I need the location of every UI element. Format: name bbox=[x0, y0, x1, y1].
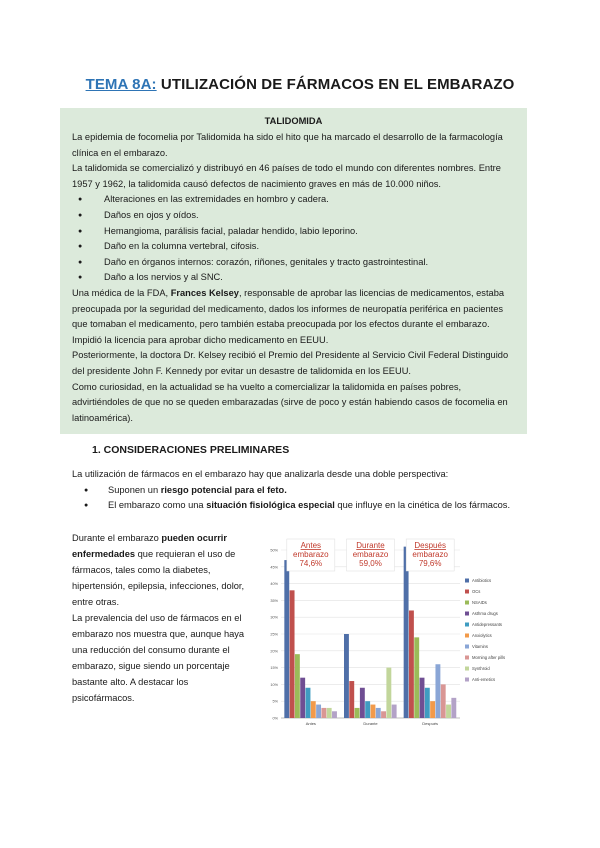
bar bbox=[332, 711, 337, 718]
text-bold: situación fisiológica especial bbox=[206, 500, 335, 510]
y-tick-label: 15% bbox=[270, 666, 278, 671]
bar bbox=[316, 705, 321, 718]
bar bbox=[392, 705, 397, 718]
intro bbox=[72, 467, 532, 514]
legend-label: Vitamins bbox=[472, 644, 488, 649]
left-paragraph-1 bbox=[72, 530, 247, 610]
callout-label: embarazo bbox=[352, 550, 389, 559]
y-tick-label: 50% bbox=[270, 548, 278, 553]
callout-label: Después bbox=[414, 541, 446, 550]
box-bullets bbox=[72, 192, 515, 286]
x-tick-label: Después bbox=[422, 721, 439, 726]
legend-swatch bbox=[465, 645, 469, 649]
drug-use-chart bbox=[255, 538, 525, 740]
legend-label: Anti-emetics bbox=[472, 677, 496, 682]
list-item: ● Daño en órganos internos: corazón, riñones, genitales y tracto gastrointestinal. bbox=[104, 255, 515, 271]
page-title bbox=[0, 76, 600, 93]
y-tick-label: 30% bbox=[270, 615, 278, 620]
legend-swatch bbox=[465, 612, 469, 616]
legend-swatch bbox=[465, 601, 469, 605]
y-tick-label: 35% bbox=[270, 598, 278, 603]
title-rest: UTILIZACIÓN DE FÁRMACOS EN EL EMBARAZO bbox=[156, 76, 515, 93]
bar bbox=[321, 708, 326, 718]
kelsey-name: Frances Kelsey bbox=[170, 287, 239, 298]
talidomida-box bbox=[60, 108, 527, 434]
list-item: ● Hemangioma, parálisis facial, paladar hendido, labio leporino. bbox=[104, 224, 515, 240]
bar bbox=[451, 698, 456, 718]
callout-label: Antes bbox=[300, 541, 322, 550]
text-bold: pueden ocurrir enfermedades bbox=[72, 533, 228, 559]
list-item: ● Daño en la columna vertebral, cifosis. bbox=[104, 239, 515, 255]
bar bbox=[306, 688, 311, 718]
x-tick-label: Durante bbox=[363, 721, 378, 726]
y-tick-label: 0% bbox=[272, 716, 278, 721]
bar bbox=[446, 705, 451, 718]
callout-value: 74,6% bbox=[299, 559, 323, 568]
bar bbox=[311, 701, 316, 718]
box-paragraph-1: La epidemia de focomelia por Talidomida ha sido el hito que ha marcado el desarrollo de la farmacología clínica en el embarazo. bbox=[72, 132, 503, 158]
legend-swatch bbox=[465, 678, 469, 682]
legend-label: Antibiotics bbox=[472, 578, 492, 583]
legend-label: Anxiolytics bbox=[472, 633, 492, 638]
callout-label: embarazo bbox=[293, 550, 329, 559]
bar bbox=[290, 590, 295, 718]
list-item: ● Daño a los nervios y al SNC. bbox=[104, 270, 515, 286]
legend-label: NSAIDs bbox=[472, 600, 487, 605]
text-run: Durante el embarazo bbox=[72, 533, 162, 543]
bar bbox=[420, 678, 425, 718]
text-run: que requieran el uso de fármacos, tales como la diabetes, hipertensión, epilepsia, infecciones, dolor, entre otras. bbox=[72, 549, 245, 607]
legend-swatch bbox=[465, 667, 469, 671]
box-heading: TALIDOMIDA bbox=[264, 116, 323, 126]
intro-bullets bbox=[72, 483, 532, 514]
bar bbox=[284, 560, 289, 718]
box-paragraph-4: Posteriormente, la doctora Dr. Kelsey recibió el Premio del Presidente al Servicio Civil Federal Distinguido del presidente John F. Kennedy por evitar un desastre de talidomida en los EEUU. bbox=[72, 350, 509, 376]
bar bbox=[430, 701, 435, 718]
bar bbox=[376, 708, 381, 718]
bar bbox=[435, 664, 440, 718]
bar bbox=[295, 654, 300, 718]
y-tick-label: 40% bbox=[270, 582, 278, 587]
y-tick-label: 45% bbox=[270, 565, 278, 570]
text-run: Una médica de la FDA, bbox=[72, 287, 171, 298]
bar bbox=[344, 634, 349, 718]
left-paragraph-2: La prevalencia del uso de fármacos en el embarazo nos muestra que, aunque haya una reducción del consumo durante el embarazo, sigue siendo un porcentaje bastante alto. A destacar los psicofármacos. bbox=[72, 613, 245, 703]
list-item: ● Daños en ojos y oídos. bbox=[104, 208, 515, 224]
bar bbox=[349, 681, 354, 718]
legend-swatch bbox=[465, 590, 469, 594]
text-run: El embarazo como una bbox=[108, 500, 207, 510]
text-run: , responsable de aprobar las licencias de medicamentos, estaba preocupada por la seguridad del medicamento, dados los informes de neuropatía periférica en pacientes que tomaban el medicamento, pero también estaba preocupada por los efectos durante el embarazo. Impidió la licencia para aprobar dicho medicamento en EEUU. bbox=[72, 287, 505, 345]
bar bbox=[360, 688, 365, 718]
box-paragraph-2: La talidomida se comercializó y distribuyó en 46 países de todo el mundo con diferentes nombres. Entre 1957 y 1962, la talidomida causó defectos de nacimiento graves en más de 10.000 niños. bbox=[72, 163, 501, 189]
y-tick-label: 10% bbox=[270, 682, 278, 687]
left-column bbox=[72, 530, 247, 706]
bar bbox=[386, 668, 391, 718]
bar bbox=[441, 684, 446, 718]
intro-text: La utilización de fármacos en el embarazo hay que analizarla desde una doble perspectiva: bbox=[72, 469, 449, 479]
bar bbox=[425, 688, 430, 718]
y-tick-label: 25% bbox=[270, 632, 278, 637]
x-tick-label: Antes bbox=[305, 721, 316, 726]
y-tick-label: 20% bbox=[270, 649, 278, 654]
bar bbox=[414, 637, 419, 718]
callout-label: Durante bbox=[356, 541, 385, 550]
text-bold: riesgo potencial para el feto. bbox=[160, 484, 287, 495]
legend-label: Morning after pills bbox=[472, 655, 506, 660]
legend-swatch bbox=[465, 656, 469, 660]
y-tick-label: 5% bbox=[272, 699, 278, 704]
bar bbox=[371, 705, 376, 718]
bar bbox=[365, 701, 370, 718]
list-item bbox=[108, 498, 532, 514]
callout-label: embarazo bbox=[412, 550, 448, 559]
bar bbox=[355, 708, 360, 718]
legend-swatch bbox=[465, 634, 469, 638]
box-paragraph-3 bbox=[72, 286, 515, 348]
callout-value: 59,0% bbox=[359, 559, 382, 568]
list-item: ● Alteraciones en las extremidades en hombro y cadera. bbox=[104, 192, 515, 208]
bar bbox=[327, 708, 332, 718]
text-run: Suponen un bbox=[108, 484, 161, 495]
list-item bbox=[108, 483, 532, 499]
legend-label: OCs bbox=[472, 589, 481, 594]
bar bbox=[409, 610, 414, 718]
bar bbox=[381, 711, 386, 718]
title-lead: TEMA 8A: bbox=[85, 76, 157, 93]
legend-swatch bbox=[465, 579, 469, 583]
legend-label: Asthma drugs bbox=[472, 611, 498, 616]
text-run: que influye en la cinética de los fármacos. bbox=[334, 500, 511, 510]
bar bbox=[300, 678, 305, 718]
legend-swatch bbox=[465, 623, 469, 627]
bar bbox=[404, 547, 409, 718]
legend-label: Synthroid bbox=[472, 666, 490, 671]
box-paragraph-5: Como curiosidad, en la actualidad se ha vuelto a comercializar la talidomida en países pobres, advirtiéndoles de que no se queden embarazadas (sirve de poco y están habiendo casos de focomelia en latinoamérica). bbox=[72, 381, 508, 423]
callout-value: 79,6% bbox=[418, 559, 442, 568]
legend-label: Antidepressants bbox=[472, 622, 503, 627]
section-heading: 1. CONSIDERACIONES PRELIMINARES bbox=[92, 444, 290, 456]
